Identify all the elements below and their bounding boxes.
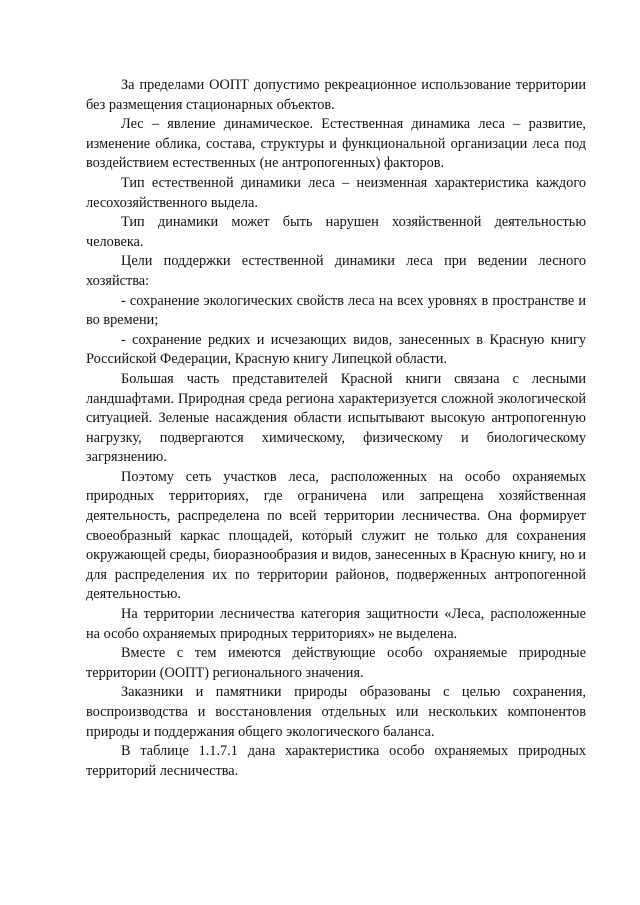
paragraph-protection-category: На территории лесничества категория защитности «Леса, расположенные на особо охраняемых природных территориях» не выделена. (86, 606, 586, 642)
paragraph-red-book: Большая часть представителей Красной книги связана с лесными ландшафтами. Природная среда региона характеризуется сложной экологической ситуацией. Зеленые насаждения области испытывают высокую антропогенную нагрузку, подвергаются химическому, физическому и биологическому загрязнению. (86, 370, 586, 466)
paragraph-forest-dynamics: Лес – явление динамическое. Естественная динамика леса – развитие, изменение облика, состава, структуры и функциональной организации леса под воздействием естественных (не антропогенных) факторов. (86, 116, 586, 172)
document-body (86, 76, 586, 781)
paragraph-reserves: Заказники и памятники природы образованы с целью сохранения, воспроизводства и восстановления отдельных или нескольких компонентов природы и поддержания общего экологического баланса. (86, 684, 586, 740)
paragraph-human-impact: Тип динамики может быть нарушен хозяйственной деятельностью человека. (86, 214, 586, 250)
paragraph-regional-oopt: Вместе с тем имеются действующие особо охраняемые природные территории (ООПТ) регионального значения. (86, 645, 586, 681)
list-item-rare-species: - сохранение редких и исчезающих видов, занесенных в Красную книгу Российской Федерации, Красную книгу Липецкой области. (86, 331, 586, 368)
paragraph-recreation: За пределами ООПТ допустимо рекреационное использование территории без размещения стационарных объектов. (86, 77, 586, 113)
paragraph-protected-network: Поэтому сеть участков леса, расположенных на особо охраняемых природных территориях, где ограничена или запрещена хозяйственная деятельность, распределена по всей территории лесничества. Она формирует своеобразный каркас площадей, который служит не только для сохранения окружающей среды, биоразнообразия и видов, занесенных в Красную книгу, но и для распределения их по территории районов, подверженных антропогенной деятельностью. (86, 468, 586, 603)
list-item-ecological-properties: - сохранение экологических свойств леса на всех уровнях в пространстве и во времени; (86, 292, 586, 329)
paragraph-goals-intro: Цели поддержки естественной динамики леса при ведении лесного хозяйства: (86, 253, 586, 289)
paragraph-table-reference: В таблице 1.1.7.1 дана характеристика особо охраняемых природных территорий лесничества. (86, 743, 586, 779)
paragraph-dynamics-type: Тип естественной динамики леса – неизменная характеристика каждого лесохозяйственного выдела. (86, 174, 586, 211)
